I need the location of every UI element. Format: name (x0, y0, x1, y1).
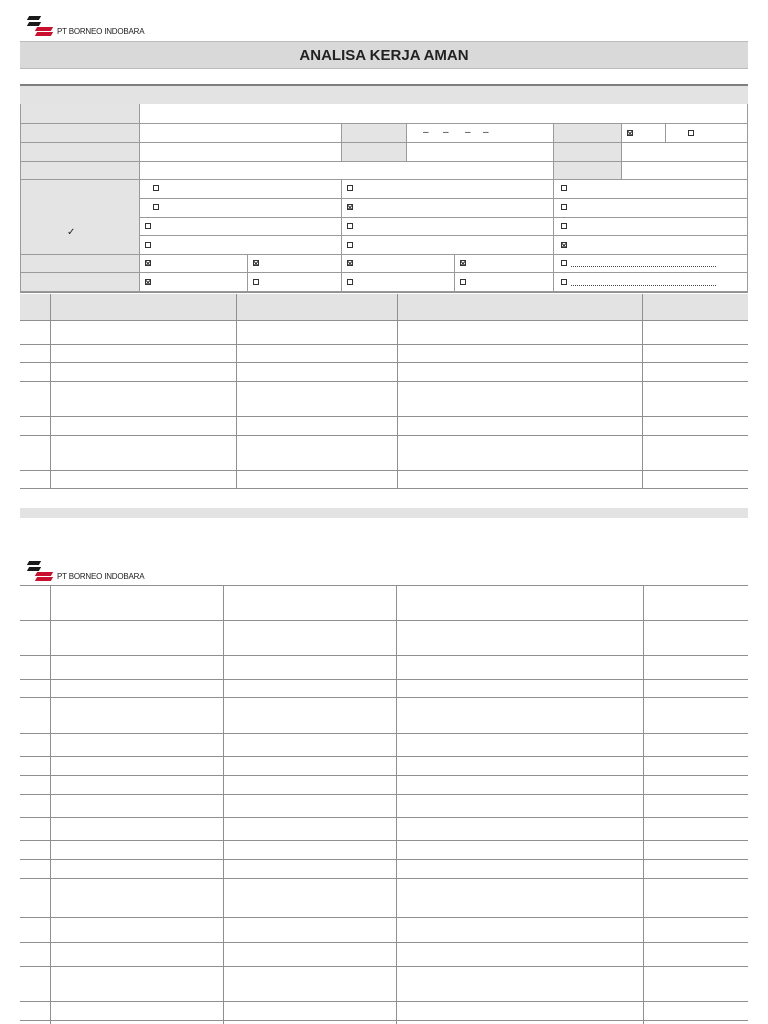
checkbox[interactable] (153, 185, 159, 191)
value-cell[interactable] (407, 143, 554, 162)
date-field[interactable]: – – – – (407, 124, 554, 143)
checkbox-cell[interactable] (554, 199, 748, 218)
checkbox-cell[interactable] (342, 236, 554, 255)
label-cell (342, 143, 407, 162)
checkbox-checked[interactable] (253, 260, 259, 266)
checkbox-cell[interactable] (554, 273, 748, 292)
company-logo (24, 16, 144, 36)
checkbox-cell[interactable] (140, 273, 248, 292)
checkbox-cell[interactable] (140, 218, 342, 236)
checkbox-cell[interactable] (455, 255, 554, 273)
checkbox-cell[interactable] (554, 180, 748, 199)
checkbox-cell[interactable] (140, 199, 342, 218)
checkbox-cell[interactable] (666, 124, 748, 143)
checkbox[interactable] (347, 223, 353, 229)
checkbox[interactable] (153, 204, 159, 210)
value-cell[interactable] (140, 143, 342, 162)
checkbox-cell[interactable] (554, 255, 748, 273)
fill-line[interactable] (571, 285, 716, 286)
checkbox-cell[interactable] (554, 236, 748, 255)
checkbox[interactable] (347, 242, 353, 248)
value-cell[interactable] (140, 124, 342, 143)
checkbox[interactable] (561, 260, 567, 266)
checkbox-cell[interactable] (248, 255, 342, 273)
checkbox-checked[interactable] (347, 260, 353, 266)
checkbox-checked[interactable] (347, 204, 353, 210)
label-cell (554, 143, 622, 162)
company-name: PT BORNEO INDOBARA (57, 27, 145, 36)
company-logo (24, 561, 144, 581)
checkbox-cell[interactable] (342, 199, 554, 218)
section-header-band (20, 86, 748, 104)
checkbox-cell[interactable] (248, 273, 342, 292)
checkbox[interactable] (688, 130, 694, 136)
checkbox-cell[interactable] (140, 180, 342, 199)
page-title: ANALISA KERJA AMAN (20, 41, 748, 69)
company-logo-mark (24, 16, 54, 36)
checkbox[interactable] (561, 204, 567, 210)
checkbox[interactable] (145, 223, 151, 229)
label-cell (554, 124, 622, 143)
checkbox[interactable] (561, 279, 567, 285)
label-cell (20, 143, 140, 162)
label-cell (20, 162, 140, 180)
value-cell[interactable] (622, 143, 748, 162)
label-cell (554, 162, 622, 180)
checkbox-cell[interactable] (342, 255, 455, 273)
checkbox-cell[interactable] (342, 218, 554, 236)
checkbox-cell[interactable] (622, 124, 666, 143)
checkbox-cell[interactable] (140, 236, 342, 255)
check-mark: ✓ (67, 227, 76, 238)
checkbox-cell[interactable] (455, 273, 554, 292)
fill-line[interactable] (571, 266, 716, 267)
checkbox-checked[interactable] (561, 242, 567, 248)
table-header (20, 294, 748, 320)
checkbox-cell[interactable] (554, 218, 748, 236)
checkbox-checked[interactable] (145, 260, 151, 266)
checkbox[interactable] (145, 242, 151, 248)
checkbox-checked[interactable] (627, 130, 633, 136)
company-logo-mark (24, 561, 54, 581)
checkbox-cell[interactable] (342, 273, 455, 292)
checkbox-checked[interactable] (145, 279, 151, 285)
value-cell[interactable] (622, 162, 748, 180)
checkbox-cell[interactable] (342, 180, 554, 199)
value-cell[interactable] (140, 162, 554, 180)
label-cell (20, 255, 140, 273)
label-cell (20, 104, 140, 124)
label-cell (342, 124, 407, 143)
checkbox-cell[interactable] (140, 255, 248, 273)
checkbox[interactable] (347, 185, 353, 191)
checkbox-checked[interactable] (460, 260, 466, 266)
value-cell[interactable] (140, 104, 748, 124)
label-cell (20, 180, 140, 255)
checkbox[interactable] (561, 223, 567, 229)
checkbox[interactable] (460, 279, 466, 285)
label-cell (20, 124, 140, 143)
checkbox[interactable] (561, 185, 567, 191)
company-name: PT BORNEO INDOBARA (57, 572, 145, 581)
checkbox[interactable] (253, 279, 259, 285)
page-separator (20, 508, 748, 518)
label-cell (20, 273, 140, 292)
checkbox[interactable] (347, 279, 353, 285)
